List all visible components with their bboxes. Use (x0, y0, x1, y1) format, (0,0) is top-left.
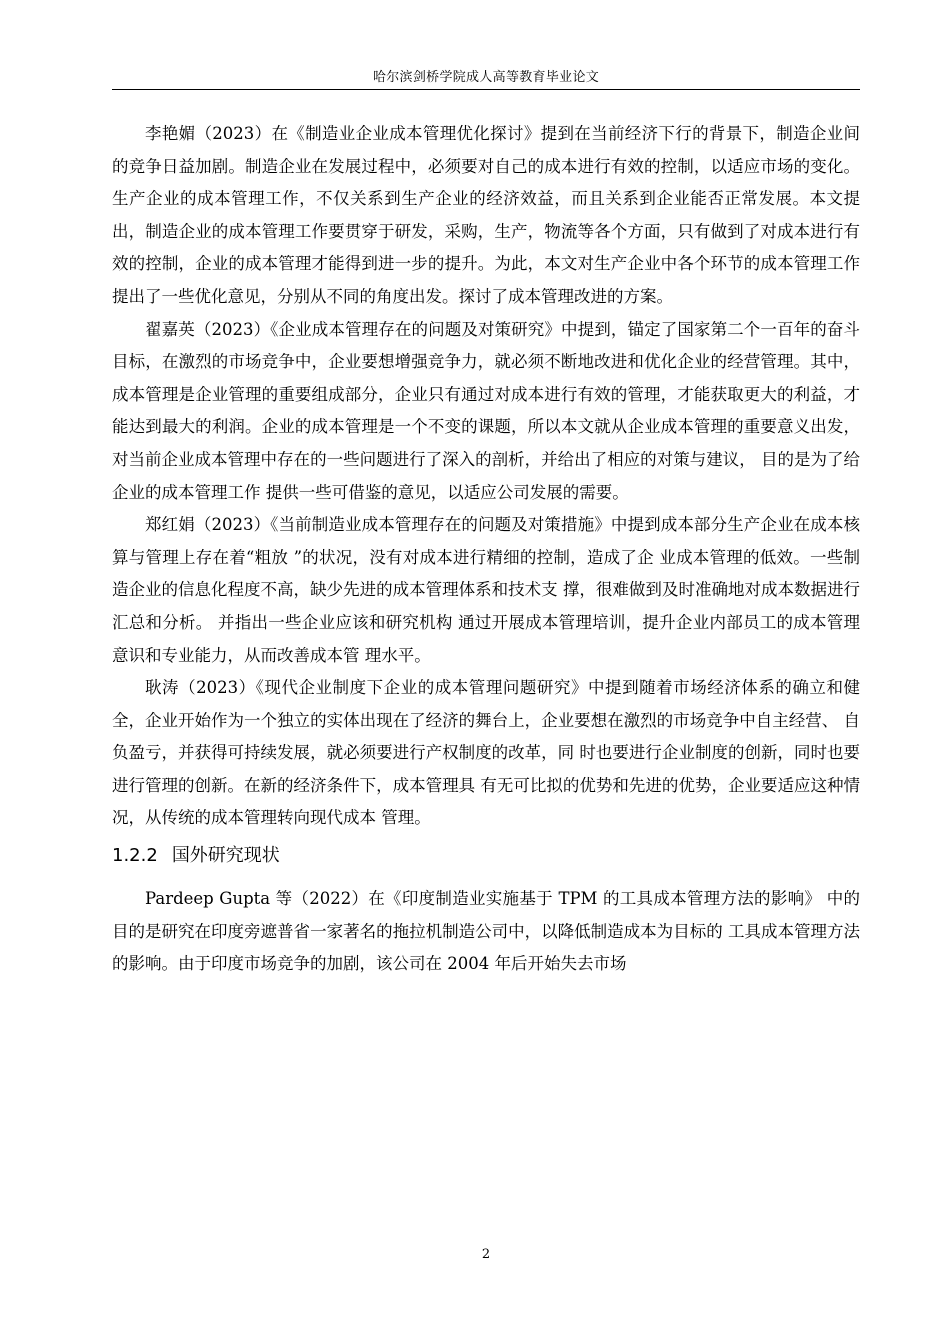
section-number: 1.2.2 (112, 845, 158, 867)
page-number: 2 (481, 1247, 491, 1262)
paragraph-pardeep-gupta: Pardeep Gupta 等（2022）在《印度制造业实施基于 TPM 的工具成本管理方法的影响》 中的目的是研究在印度旁遮普省一家著名的拖拉机制造公司中，以降低制造成本为目标的 工具成本管理方法的影响。由于印度市场竞争的加剧，该公司在 2004 年后开始失去市场 (112, 889, 860, 974)
section-title: 国外研究现状 (171, 845, 280, 867)
paragraph-zhai-jiaying: 翟嘉英（2023）《企业成本管理存在的问题及对策研究》中提到，锚定了国家第二个一百年的奋斗目标，在激烈的市场竞争中，企业要想增强竞争力，就必须不断地改进和优化企业的经营管理。其中，成本管理是企业管理的重要组成部分，企业只有通过对成本进行有效的管理，才能获取更大的利益，才能达到最大的利润。企业的成本管理是一个不变的课题，所以本文就从企业成本管理的重要意义出发，对当前企业成本管理中存在的一些问题进行了深入的剖析，并给出了相应的对策与建议， 目的是为了给企业的成本管理工作 提供一些可借鉴的意见，以适应公司发展的需要。 (112, 319, 860, 502)
section-heading (112, 837, 860, 875)
paragraph-zheng-hongjuan: 郑红娟（2023）《当前制造业成本管理存在的问题及对策措施》中提到成本部分生产企业在成本核算与管理上存在着“粗放 ”的状况，没有对成本进行精细的控制，造成了企 业成本管理的低效。一些制造企业的信息化程度不高，缺少先进的成本管理体系和技术支 撑，很难做到及时准确地对成本数据进行汇总和分析。 并指出一些企业应该和研究机构 通过开展成本管理培训，提升企业内部员工的成本管理意识和专业能力，从而改善成本管 理水平。 (112, 515, 860, 665)
page-header: 哈尔滨剑桥学院成人高等教育毕业论文 (372, 70, 600, 85)
paragraph-li-yanmei: 李艳媚（2023）在《制造业企业成本管理优化探讨》提到在当前经济下行的背景下，制造企业间的竞争日益加剧。制造企业在发展过程中，必须要对自己的成本进行有效的控制，以适应市场的变化。生产企业的成本管理工作，不仅关系到生产企业的经济效益，而且关系到企业能否正常发展。本文提出，制造企业的成本管理工作要贯穿于研发，采购，生产，物流等各个方面，只有做到了对成本进行有效的控制，企业的成本管理才能得到进一步的提升。为此，本文对生产企业中各个环节的成本管理工作提出了一些优化意见，分别从不同的角度出发。探讨了成本管理改进的方案。 (112, 124, 860, 306)
paragraph-geng-tao: 耿涛（2023）《现代企业制度下企业的成本管理问题研究》中提到随着市场经济体系的确立和健全，企业开始作为一个独立的实体出现在了经济的舞台上，企业要想在激烈的市场竞争中自主经营、 自负盈亏，并获得可持续发展，就必须要进行产权制度的改革，同 时也要进行企业制度的创新，同时也要进行管理的创新。在新的经济条件下，成本管理具 有无可比拟的优势和先进的优势，企业要适应这种情况，从传统的成本管理转向现代成本 管理。 (112, 678, 860, 828)
header-divider (112, 89, 860, 90)
document-body (112, 118, 860, 981)
